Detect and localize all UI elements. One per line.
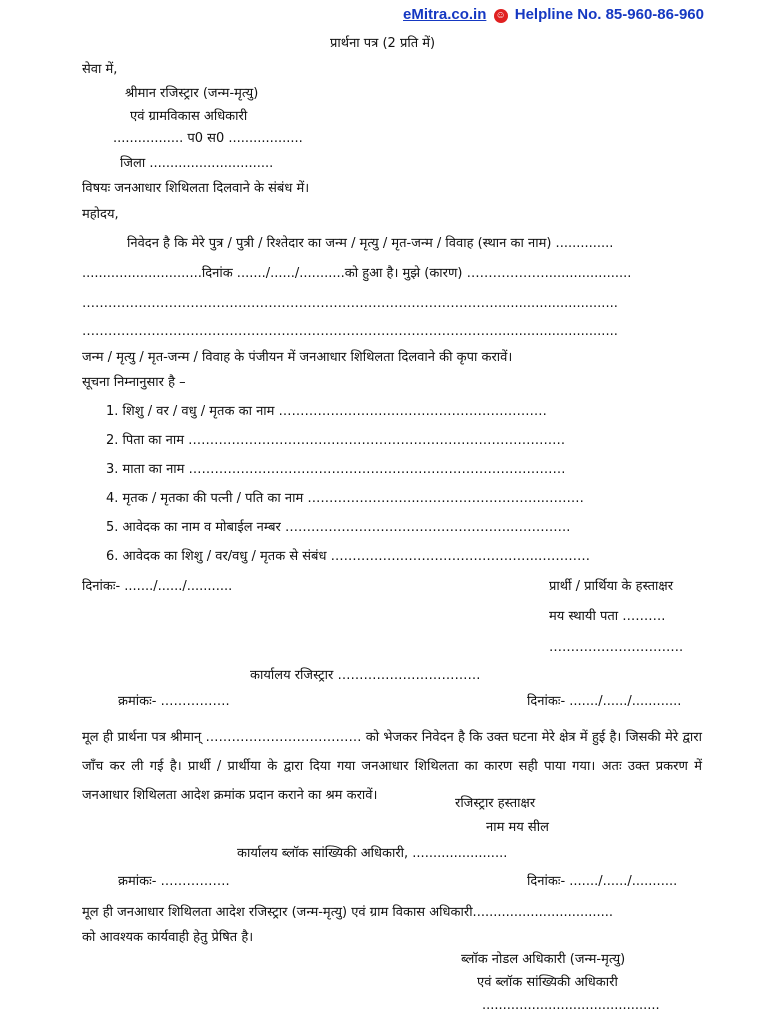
body-line-3: ……………………………………………………………………………………............................. xyxy=(82,296,618,311)
list-item: 4. मृतक / मृतका की पत्नी / पति का नाम ……………………..………………………..……… xyxy=(106,491,584,506)
office-block-title: कार्यालय ब्लॉक सांख्यिकी अधिकारी, ....................... xyxy=(237,846,508,861)
smiley-icon: ☺ xyxy=(495,10,506,21)
list-item: 6. आवेदक का शिशु / वर/वधु / मृतक से संबंध …………….…………………………..………… xyxy=(106,549,590,564)
info-heading: सूचना निम्नानुसार है – xyxy=(82,375,186,390)
addressee-line-3: ................. प0 स0 .................. xyxy=(113,131,303,146)
addressee-line-1: श्रीमान रजिस्ट्रार (जन्म-मृत्यु) xyxy=(125,86,259,101)
list-item: 5. आवेदक का नाम व मोबाईल नम्बर ……………………………………………..…………. xyxy=(106,520,571,535)
date-line: दिनांकः- ......./....../........... xyxy=(82,579,233,594)
block-body-line-2: को आवश्यक कार्यवाही हेतु प्रेषित है। xyxy=(82,930,254,945)
applicant-signature-label: प्रार्थी / प्रार्थिया के हस्ताक्षर xyxy=(549,579,674,594)
body-line-1: निवेदन है कि मेरे पुत्र / पुत्री / रिश्तेदार का जन्म / मृत्यु / मृत-जन्म / विवाह (स्थान का नाम) .............. xyxy=(127,236,614,251)
body-line-4: ……………………………………………………………………………………............................. xyxy=(82,324,618,339)
list-item: 3. माता का नाम …………………………………………………………………………… xyxy=(106,462,566,477)
registrar-signature: रजिस्ट्रार हस्ताक्षर xyxy=(455,796,536,811)
subject-line: विषयः जनआधार शिथिलता दिलवाने के संबंध में। xyxy=(82,181,310,196)
salutation-sewa: सेवा में, xyxy=(82,62,118,77)
registrar-seal: नाम मय सील xyxy=(486,820,549,835)
block-body-line-1: मूल ही जनआधार शिथिलता आदेश रजिस्ट्रार (जन्म-मृत्यु) एवं ग्राम विकास अधिकारी.................................. xyxy=(82,905,614,920)
header-banner xyxy=(403,6,704,23)
block-officer-signature: ब्लॉक नोडल अधिकारी (जन्म-मृत्यु) xyxy=(461,952,626,967)
block-officer-dots: ........................................... xyxy=(482,998,660,1013)
applicant-address-dots: …………………………. xyxy=(549,640,684,655)
doc-title: प्रार्थना पत्र (2 प्रति में) xyxy=(330,36,436,51)
addressee-line-2: एवं ग्रामविकास अधिकारी xyxy=(130,109,248,124)
registrar-kramank: क्रमांकः- ……………. xyxy=(118,694,230,709)
block-dinank: दिनांकः- ......./....../........... xyxy=(527,874,678,889)
block-officer-title: एवं ब्लॉक सांख्यिकी अधिकारी xyxy=(477,975,618,990)
helpline-text: Helpline No. 85-960-86-960 xyxy=(514,6,704,23)
registrar-body: मूल ही प्रार्थना पत्र श्रीमान् ……………………………… को भेजकर निवेदन है कि उक्त घटना मेरे क्षेत्र में हुई है। जिसकी मेरे द्वारा जाँच कर ली गई है। प्रार्थी / प्रार्थीया के द्वारा दिया गया जनआधार शिथिलता का कारण सही पाया गया। अतः उक्त प्रकरण में जनआधार शिथिलता आदेश क्रमांक प्रदान कराने का श्रम करावें। xyxy=(82,730,702,803)
block-kramank: क्रमांकः- ……………. xyxy=(118,874,230,889)
registrar-dinank: दिनांकः- ......./....../............ xyxy=(527,694,682,709)
body-line-2: .............................दिनांक ......./....../...........को हुआ है। मुझे (कारण) ………………..................... xyxy=(82,266,632,281)
list-item: 1. शिशु / वर / वधु / मृतक का नाम ……………………..……………………………… xyxy=(106,404,547,419)
site-link[interactable]: eMitra.co.in xyxy=(403,6,487,23)
addressee-line-4: जिला .............................. xyxy=(120,156,274,171)
list-item: 2. पिता का नाम …………………………………………………………………………… xyxy=(106,433,566,448)
mahoday: महोदय, xyxy=(82,207,119,222)
applicant-address-label: मय स्थायी पता ………. xyxy=(549,609,666,624)
office-registrar-title: कार्यालय रजिस्ट्रार …………………………… xyxy=(250,668,481,683)
body-line-5: जन्म / मृत्यु / मृत-जन्म / विवाह के पंजीयन में जनआधार शिथिलता दिलवाने की कृपा करावें। xyxy=(82,350,513,365)
